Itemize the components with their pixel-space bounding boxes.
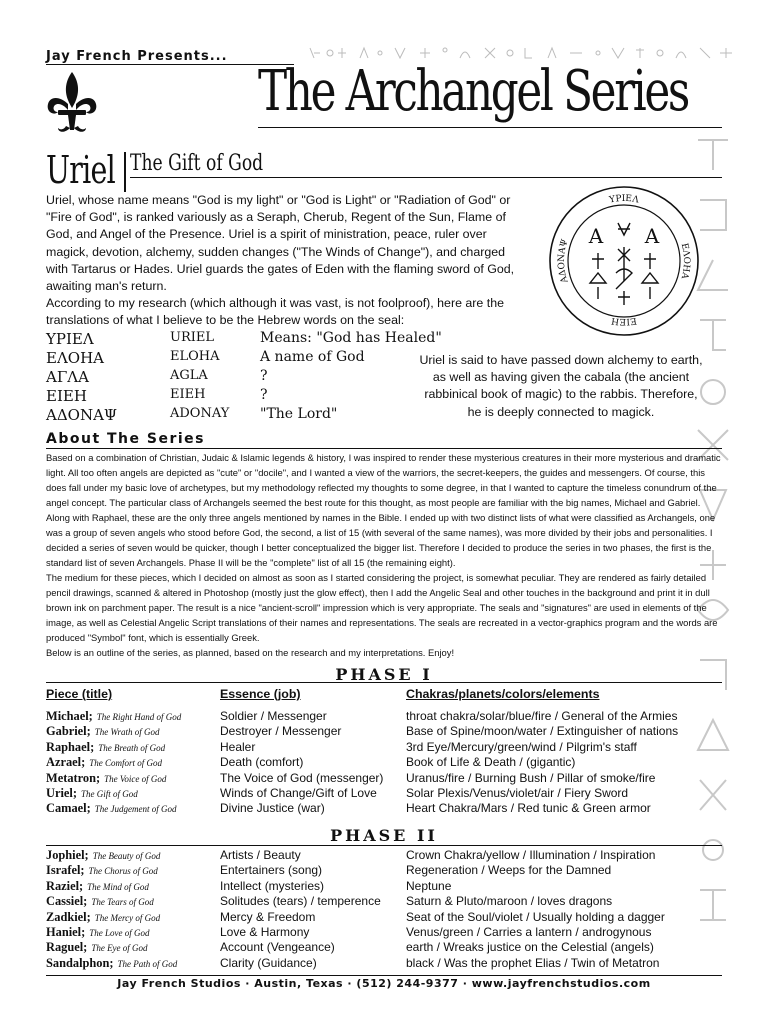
essence-cell: Love & Harmony: [220, 925, 310, 939]
phase-2-heading: PHASE II: [330, 826, 438, 845]
angel-title-cell: The Comfort of God: [89, 758, 162, 769]
angel-title-cell: The Mind of God: [87, 881, 149, 892]
essence-cell: The Voice of God (messenger): [220, 770, 384, 785]
uriel-note: Uriel is said to have passed down alchemy to earth, as well as having given the cabala (the ancient rabbinical book of magic) to the rabbis. Therefore, he is deeply connected to magick.: [419, 353, 703, 419]
column-header-essence: Essence (job): [220, 687, 301, 701]
angel-name-cell: Jophiel;: [46, 848, 89, 862]
essence-cell: Intellect (mysteries): [220, 878, 325, 893]
angel-name-cell: Raphael;: [46, 739, 95, 754]
chakras-cell: Saturn & Pluto/maroon / loves dragons: [406, 894, 613, 909]
angel-title-cell: The Judgement of God: [94, 804, 177, 815]
angel-rule: [130, 177, 722, 178]
essence-cell: Entertainers (song): [220, 863, 323, 878]
latin-word: AGLA: [170, 368, 208, 383]
angel-title-cell: The Voice of God: [104, 773, 167, 784]
essence-cell: Clarity (Guidance): [220, 955, 317, 970]
essence-cell: Artists / Beauty: [220, 848, 301, 862]
about-rule: [46, 448, 722, 449]
chakras-cell: Crown Chakra/yellow / Illumination / Inspiration: [406, 848, 656, 862]
word-meaning: Means: "God has Healed": [260, 330, 442, 346]
angel-name-cell: Haniel;: [46, 925, 86, 939]
word-meaning: A name of God: [260, 349, 365, 365]
angel-title-cell: The Love of God: [89, 928, 150, 938]
column-header-piece: Piece (title): [46, 687, 113, 701]
angel-piece-name: [46, 925, 150, 940]
angel-name-cell: Israfel;: [46, 863, 85, 878]
seal-word-top: ΥΡΙΕΛ: [608, 193, 640, 206]
angel-name-cell: Azrael;: [46, 755, 86, 770]
angel-name-divider: [124, 152, 126, 192]
angel-piece-name: [46, 956, 177, 971]
essence-cell: Solitudes (tears) / temperence: [220, 894, 381, 909]
chakras-cell: Uranus/fire / Burning Bush / Pillar of smoke/fire: [406, 770, 656, 785]
essence-cell: Mercy & Freedom: [220, 909, 316, 924]
angel-name-cell: Metatron;: [46, 770, 101, 785]
angel-title-cell: The Beauty of God: [92, 851, 161, 861]
greek-word: ΑΔΟΝΑΨ: [46, 406, 118, 424]
word-meaning: ?: [260, 368, 268, 384]
chakras-cell: Base of Spine/moon/water / Extinguisher of nations: [406, 724, 679, 739]
intro-paragraph-2: According to my research (which although it was vast, is not foolproof), here are the translations of what I believe to be the Hebrew words on the seal:: [46, 296, 504, 328]
intro-text: [46, 192, 516, 330]
angel-name-cell: Camael;: [46, 801, 91, 816]
angel-piece-name: [46, 724, 160, 739]
chakras-cell: 3rd Eye/Mercury/green/wind / Pilgrim's staff: [406, 739, 637, 754]
angel-piece-name: [46, 910, 160, 925]
chakras-cell: Solar Plexis/Venus/violet/air / Fiery Sword: [406, 786, 629, 800]
angel-title-cell: The Wrath of God: [94, 727, 160, 738]
angel-name-cell: Michael;: [46, 709, 93, 723]
fleur-de-lis-icon: [44, 70, 100, 142]
essence-cell: Account (Vengeance): [220, 940, 335, 955]
angel-piece-name: [46, 894, 154, 909]
angel-subtitle: The Gift of God: [130, 151, 264, 176]
angel-piece-name: [46, 755, 162, 770]
seal-word-bottom: ΕΙΕΗ: [610, 314, 638, 327]
angel-piece-name: [46, 771, 166, 786]
about-paragraph-3: Below is an outline of the series, as planned, based on the research and my interpretations. Enjoy!: [46, 647, 455, 658]
angel-title-cell: The Path of God: [117, 958, 178, 969]
angel-piece-name: [46, 740, 165, 755]
angel-piece-name: [46, 848, 160, 863]
presents-label: Jay French Presents...: [46, 49, 228, 64]
footer-contact: Jay French Studios · Austin, Texas · (512) 244-9377 · www.jayfrenchstudios.com: [117, 977, 651, 990]
angel-name-cell: Raziel;: [46, 878, 84, 893]
seal-word-left: ΑΔΟΝΑΨ: [556, 238, 571, 284]
chakras-cell: throat chakra/solar/blue/fire / General of the Armies: [406, 709, 678, 723]
essence-cell: Winds of Change/Gift of Love: [220, 786, 377, 800]
greek-word: ΥΡΙΕΛ: [46, 330, 94, 348]
angel-name-cell: Zadkiel;: [46, 909, 91, 924]
latin-word: EIEH: [170, 387, 206, 402]
essence-cell: Death (comfort): [220, 755, 304, 770]
chakras-cell: Venus/green / Carries a lantern / androgynous: [406, 925, 652, 939]
series-title: The Archangel Series: [258, 59, 688, 124]
chakras-cell: Seat of the Soul/violet / Usually holding a dagger: [406, 909, 665, 924]
angel-title-cell: The Breath of God: [98, 742, 166, 753]
latin-word: ELOHA: [170, 349, 220, 364]
angel-name-cell: Uriel;: [46, 786, 77, 800]
angel-name-cell: Sandalphon;: [46, 955, 114, 970]
chakras-cell: Neptune: [406, 878, 452, 893]
angel-title-cell: The Right Hand of God: [96, 712, 182, 722]
word-meaning: ?: [260, 387, 268, 403]
chakras-cell: Regeneration / Weeps for the Damned: [406, 863, 612, 878]
latin-word: ADONAY: [170, 406, 230, 421]
angel-name: Uriel: [46, 148, 115, 192]
latin-word: URIEL: [170, 330, 215, 345]
phase-2-rule: [46, 845, 722, 846]
angel-piece-name: [46, 709, 181, 724]
angel-piece-name: [46, 940, 148, 955]
about-heading: About The Series: [46, 431, 206, 447]
angel-name-cell: Cassiel;: [46, 894, 88, 909]
chakras-cell: black / Was the prophet Elias / Twin of Metatron: [406, 955, 660, 970]
chakras-cell: earth / Wreaks justice on the Celestial (angels): [406, 940, 654, 955]
chakras-cell: Book of Life & Death / (gigantic): [406, 755, 576, 770]
footer-rule: [46, 975, 722, 976]
seal-inner-letter-left: Α: [588, 224, 604, 248]
word-meaning: "The Lord": [260, 406, 338, 422]
column-header-chakras: Chakras/planets/colors/elements: [406, 687, 600, 701]
angel-piece-name: [46, 786, 138, 801]
essence-cell: Destroyer / Messenger: [220, 724, 342, 739]
essence-cell: Healer: [220, 739, 256, 754]
seal-word-right: ΕΛΟΗΑ: [678, 242, 692, 280]
angel-name-cell: Raguel;: [46, 940, 88, 955]
series-title-rule: [258, 127, 722, 128]
essence-cell: Soldier / Messenger: [220, 709, 327, 723]
angel-title-cell: The Tears of God: [91, 897, 154, 908]
about-paragraph-1: Based on a combination of Christian, Judaic & Islamic legends & history, I was inspired to render these mysterious creatures in their more mysterious and dramatic light. All too often angels are depicted as "cute" or "docile", and I wanted a view of the warriors, the secret-keepers, the guides and messengers. Of course, this does fall under my basic love of archetypes, but my methodology reflected my thoughts to some degree, in that I wanted to capture the timeless conundrum of the angel concept. The particular class of Archangels seemed the best route for this thought, as most people are familiar with the big names, Michael and Gabriel. Along with Raphael, these are the only three angels mentioned by names in the Bible. I ended up with two distinct lists of what were classified as Archangels, one was a group of seven angels who stood before God, the second, a list of 15 (with several of the same names), was more divided by their jobs and personalities. I decided a series of seven would be quicker, though I better conceptualized the bigger list. Therefore I decided to produce the series in two phases, the first is the standard list of seven Archangels. Phase II will be the "complete" list of all 15 (the remaining eight).: [46, 452, 721, 568]
essence-cell: Divine Justice (war): [220, 801, 325, 816]
angel-title-cell: The Mercy of God: [94, 912, 161, 923]
phase-1-heading: PHASE I: [335, 665, 433, 684]
header-rule: [46, 64, 294, 65]
angel-piece-name: [46, 801, 176, 816]
angel-name-cell: Gabriel;: [46, 724, 91, 739]
angel-title-cell: The Eye of God: [91, 943, 148, 954]
intro-paragraph-1: Uriel, whose name means "God is my light" or "God is Light" or "Radiation of God" or "Fire of God", is ranked variously as a Seraph, Cherub, Regent of the Sun, Flame of God, and Angel of the Presence. Uriel is a spirit of ministration, peace, ruler over magick, devotion, alchemy, sudden changes ("The Winds of Change"), and charged with Tartarus or Hades. Uriel guards the gates of Eden with the flaming sword of God, awaiting man's return.: [46, 193, 515, 294]
angel-title-cell: The Chorus of God: [88, 866, 158, 877]
greek-word: ΕΛΟΗΑ: [46, 349, 104, 367]
angel-title-cell: The Gift of God: [80, 789, 138, 799]
greek-word: ΕΙΕΗ: [46, 387, 87, 405]
angel-piece-name: [46, 879, 149, 894]
about-paragraph-2: The medium for these pieces, which I decided on almost as soon as I started considering the project, is somewhat peculiar. They are rendered as fairly detailed pencil drawings, scanned & altered in Photoshop (mostly just the glow effect), then I add the Angelic Seal and other touches in the background and print it in dull brown ink on parchment paper. The result is a nice "ancient-scroll" impression which is very appropriate. The seals and "signatures" are used in elements of the image, as well as Celestial Angelic Script translations of their names and representations. The seals are recreated in a vector-graphics program and the words are produced "Symbol" font, which is essentially Greek.: [46, 572, 718, 643]
seal-inner-letter-right: Α: [644, 224, 660, 248]
uriel-seal: [524, 185, 724, 337]
greek-word: ΑΓΛΑ: [46, 368, 89, 386]
chakras-cell: Heart Chakra/Mars / Red tunic & Green armor: [406, 801, 651, 816]
phase-1-rule: [46, 682, 722, 683]
about-body: [46, 450, 722, 660]
angel-piece-name: [46, 863, 158, 878]
